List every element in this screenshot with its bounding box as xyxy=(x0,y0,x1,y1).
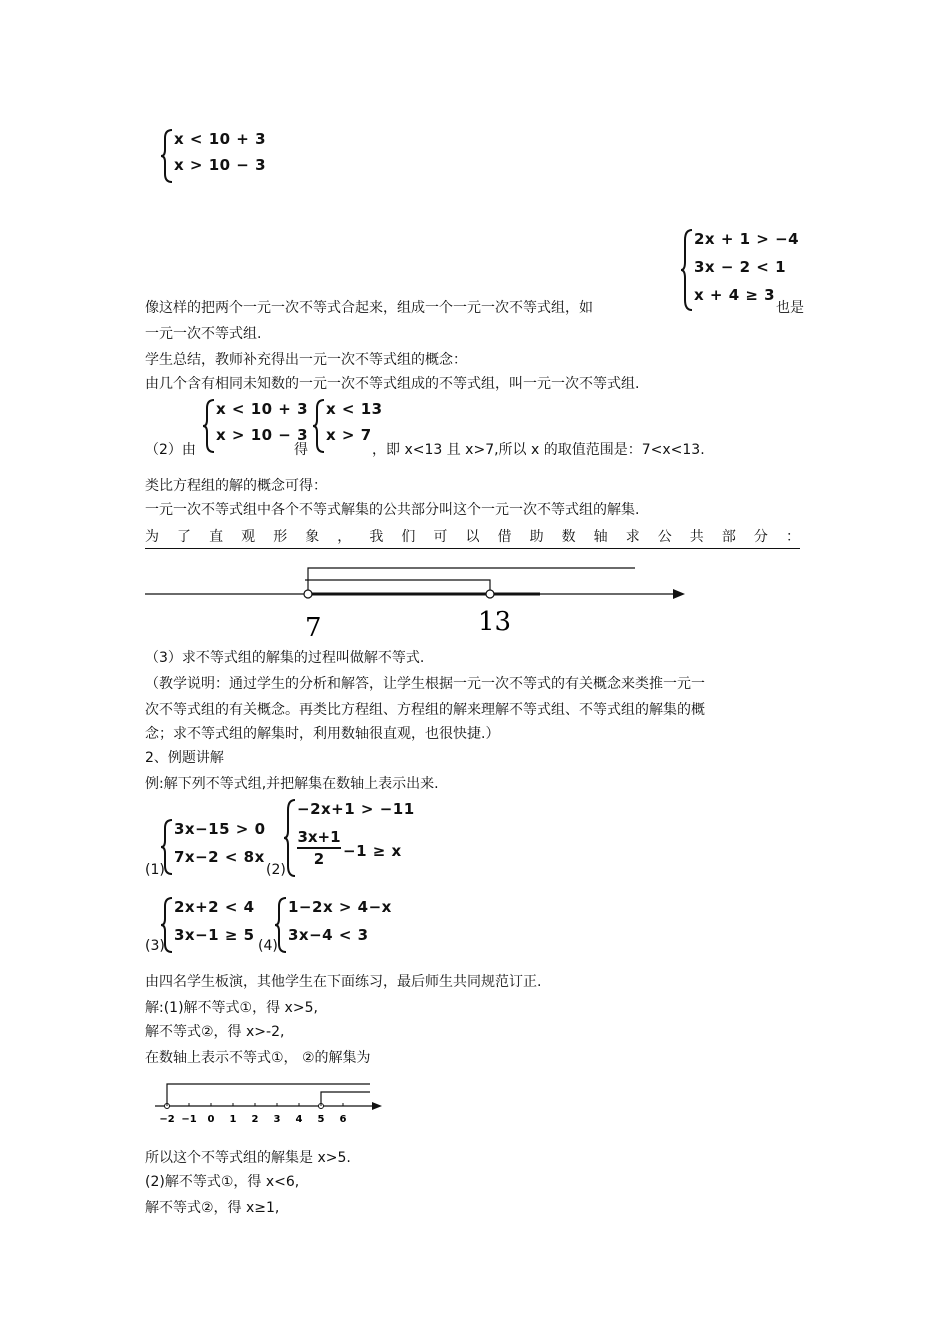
tick-label: 0 xyxy=(207,1114,215,1125)
spread-char: 公 xyxy=(657,529,672,545)
system-line-2: 3x−1 ≥ 5 xyxy=(174,926,255,944)
spread-char: 借 xyxy=(497,529,512,545)
brace-icon xyxy=(312,398,326,454)
spread-char: 为 xyxy=(145,529,159,545)
system-line-2: x > 10 − 3 xyxy=(174,156,267,174)
paragraph: 学生总结，教师补充得出一元一次不等式组的概念： xyxy=(145,352,467,368)
example-label: (1) xyxy=(145,862,165,878)
tick-label: −1 xyxy=(181,1114,197,1125)
tick-label: 4 xyxy=(295,1114,303,1125)
example-label: (3) xyxy=(145,938,165,954)
system-line-1: x < 10 + 3 xyxy=(216,400,309,418)
paragraph: 一元一次不等式组中各个不等式解集的公共部分叫这个一元一次不等式组的解集. xyxy=(145,502,640,518)
paragraph-de: 得 xyxy=(294,442,308,458)
spread-char: 我 xyxy=(369,529,384,545)
system-line-1: 3x−15 > 0 xyxy=(174,820,266,838)
spread-char: 求 xyxy=(625,529,640,545)
inequality-system-a xyxy=(160,128,280,184)
brace-icon xyxy=(680,228,694,312)
spread-char: ： xyxy=(785,529,800,545)
paragraph-prefix: （2）由 xyxy=(145,442,196,458)
spread-char: ， xyxy=(337,529,352,545)
tick-label: 1 xyxy=(229,1114,237,1125)
number-line-2 xyxy=(150,1078,390,1128)
paragraph: 解不等式②，得 x≥1, xyxy=(145,1200,280,1216)
paragraph: 由四名学生板演，其他学生在下面练习，最后师生共同规范订正. xyxy=(145,974,542,990)
tick-label: 6 xyxy=(339,1114,347,1125)
tick-label: −2 xyxy=(159,1114,175,1125)
paragraph: 解不等式②，得 x>-2, xyxy=(145,1024,285,1040)
system-line-2-rest: −1 ≥ x xyxy=(343,842,402,860)
system-line-2: 3x−4 < 3 xyxy=(288,926,369,944)
spread-char: 部 xyxy=(721,529,736,545)
spread-char: 们 xyxy=(401,529,416,545)
paragraph: 解:(1)解不等式①，得 x>5, xyxy=(145,1000,318,1016)
system-line-1: x < 13 xyxy=(326,400,383,418)
brace-icon xyxy=(160,896,174,954)
paragraph: （3）求不等式组的解集的过程叫做解不等式. xyxy=(145,650,425,666)
system-line-1: 2x + 1 > −4 xyxy=(694,230,800,248)
paragraph: 类比方程组的解的概念可得： xyxy=(145,478,327,494)
paragraph: (2)解不等式①，得 x<6, xyxy=(145,1174,300,1190)
system-line-2: 3x − 2 < 1 xyxy=(694,258,787,276)
example-system-1 xyxy=(160,818,270,876)
system-line-2: x > 7 xyxy=(326,426,372,444)
spread-char: 以 xyxy=(465,529,480,545)
system-line-1: 1−2x > 4−x xyxy=(288,898,392,916)
system-line-1: −2x+1 > −11 xyxy=(297,800,415,818)
paragraph: 在数轴上表示不等式①， ②的解集为 xyxy=(145,1050,371,1066)
spread-char: 直 xyxy=(209,529,224,545)
numerator: 3x+1 xyxy=(297,828,341,846)
paragraph: 所以这个不等式组的解集是 x>5. xyxy=(145,1150,351,1166)
paragraph: 一元一次不等式组. xyxy=(145,326,262,342)
spread-char: 共 xyxy=(689,529,704,545)
paragraph: 像这样的把两个一元一次不等式合起来，组成一个一元一次不等式组，如 xyxy=(145,300,593,316)
system-line-1: 2x+2 < 4 xyxy=(174,898,255,916)
brace-icon xyxy=(202,398,216,454)
system-line-2: x > 10 − 3 xyxy=(216,426,309,444)
spread-char: 形 xyxy=(273,529,288,545)
tick-label: 3 xyxy=(273,1114,281,1125)
example-label: (2) xyxy=(266,862,286,878)
inequality-system-b1 xyxy=(202,398,309,454)
tick-label-13: 13 xyxy=(478,607,512,637)
paragraph: 次不等式组的有关概念。再类比方程组、方程组的解来理解不等式组、不等式组的解集的概 xyxy=(145,702,705,718)
spread-char: 观 xyxy=(241,529,256,545)
number-line-1 xyxy=(140,558,700,648)
system-line-3: x + 4 ≥ 3 xyxy=(694,286,776,304)
brace-icon xyxy=(274,896,288,954)
example-system-3 xyxy=(160,896,270,954)
brace-icon xyxy=(283,798,297,878)
example-system-4 xyxy=(274,896,394,954)
example-system-2 xyxy=(283,798,413,878)
brace-icon xyxy=(160,818,174,876)
spread-char: 分 xyxy=(753,529,768,545)
tick-label: 2 xyxy=(251,1114,259,1125)
section-heading: 2、例题讲解 xyxy=(145,750,224,766)
tick-label: 5 xyxy=(317,1114,325,1125)
paragraph-suffix: ，即 x<13 且 x>7,所以 x 的取值范围是：7<x<13. xyxy=(372,442,705,458)
denominator: 2 xyxy=(313,850,325,868)
tick-label-7: 7 xyxy=(305,613,322,643)
fraction xyxy=(297,828,341,868)
paragraph: 由几个含有相同未知数的一元一次不等式组成的不等式组，叫一元一次不等式组. xyxy=(145,376,640,392)
spread-char: 轴 xyxy=(593,529,608,545)
paragraph: 例:解下列不等式组,并把解集在数轴上表示出来. xyxy=(145,776,439,792)
paragraph: （教学说明：通过学生的分析和解答，让学生根据一元一次不等式的有关概念来类推一元一 xyxy=(145,676,705,692)
spread-paragraph xyxy=(145,526,800,549)
example-label: (4) xyxy=(258,938,278,954)
brace-icon xyxy=(160,128,174,184)
spread-char: 象 xyxy=(305,529,320,545)
paragraph: 念；求不等式组的解集时，利用数轴很直观，也很快捷.） xyxy=(145,726,500,742)
spread-char: 可 xyxy=(433,529,448,545)
paragraph-tail: 也是 xyxy=(776,300,804,316)
spread-char: 数 xyxy=(561,529,576,545)
system-line-2: 7x−2 < 8x xyxy=(174,848,265,866)
spread-char: 了 xyxy=(177,529,192,545)
spread-char: 助 xyxy=(529,529,544,545)
system-line-1: x < 10 + 3 xyxy=(174,130,267,148)
